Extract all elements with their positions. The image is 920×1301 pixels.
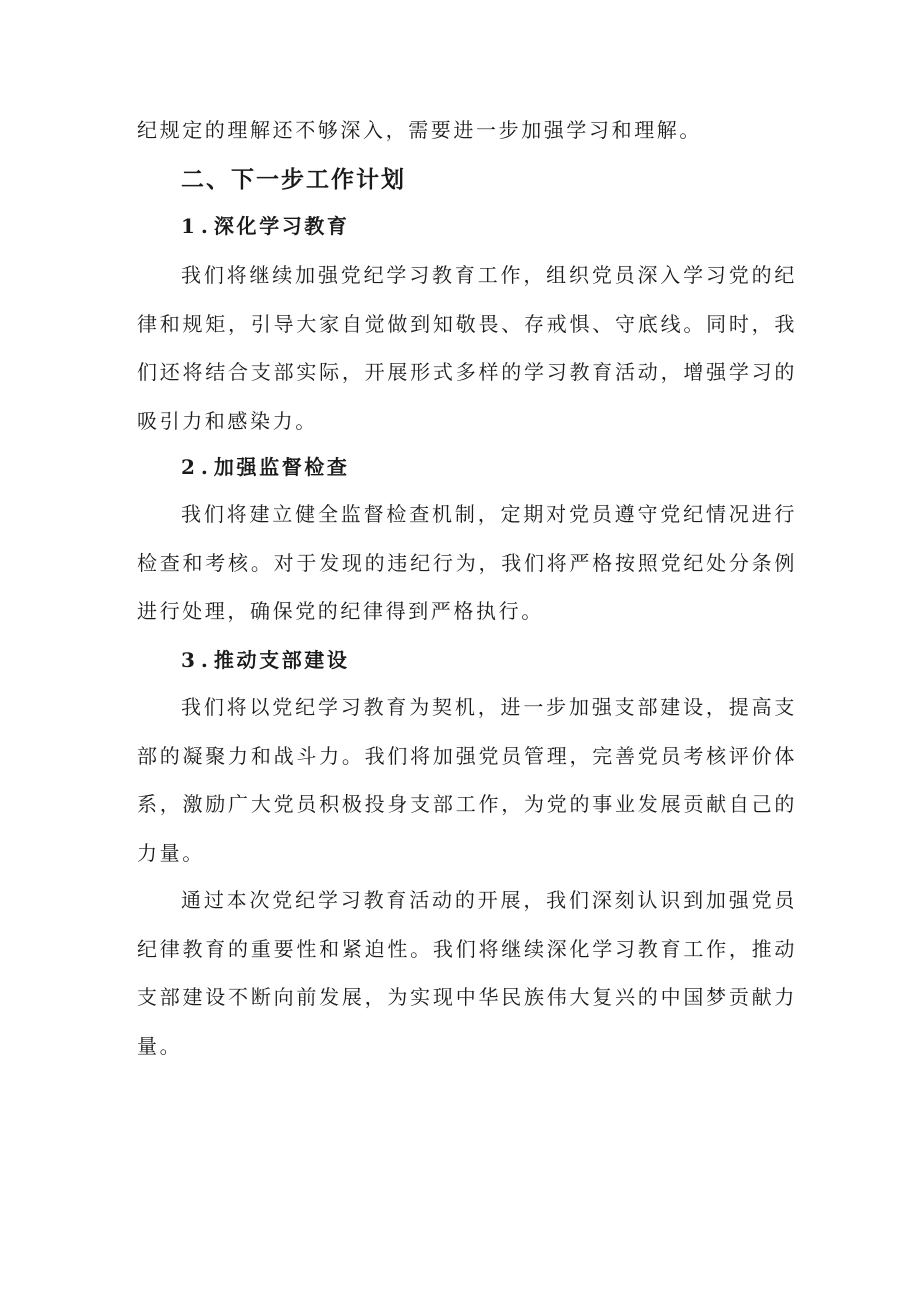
- item-3-title: 推动支部建设: [213, 648, 350, 672]
- item-2-paragraph: 我们将建立健全监督检查机制，定期对党员遵守党纪情况进行检查和考核。对于发现的违纪行为，我们将严格按照党纪处分条例进行处理，确保党的纪律得到严格执行。: [137, 502, 797, 623]
- item-1-title: 深化学习教育: [213, 214, 350, 238]
- item-3-number: 3.: [181, 648, 214, 672]
- item-2-heading: [181, 452, 350, 482]
- item-1-number: 1.: [181, 214, 214, 238]
- carryover-paragraph: 纪规定的理解还不够深入，需要进一步加强学习和理解。: [137, 118, 702, 142]
- item-3-paragraph: 我们将以党纪学习教育为契机，进一步加强支部建设，提高支部的凝聚力和战斗力。我们将加强党员管理，完善党员考核评价体系，激励广大党员积极投身支部工作，为党的事业发展贡献自己的力量。: [137, 695, 797, 865]
- item-1-paragraph: 我们将继续加强党纪学习教育工作，组织党员深入学习党的纪律和规矩，引导大家自觉做到知敬畏、存戒惧、守底线。同时，我们还将结合支部实际，开展形式多样的学习教育活动，增强学习的吸引力和感染力。: [137, 263, 797, 433]
- closing-paragraph: 通过本次党纪学习教育活动的开展，我们深刻认识到加强党员纪律教育的重要性和紧迫性。我们将继续深化学习教育工作，推动支部建设不断向前发展，为实现中华民族伟大复兴的中国梦贡献力量。: [137, 888, 797, 1058]
- section-title: 二、下一步工作计划: [181, 167, 406, 193]
- item-2-title: 加强监督检查: [213, 455, 350, 479]
- item-1-heading: [181, 211, 350, 241]
- item-2-number: 2.: [181, 455, 214, 479]
- item-3-heading: [181, 645, 350, 675]
